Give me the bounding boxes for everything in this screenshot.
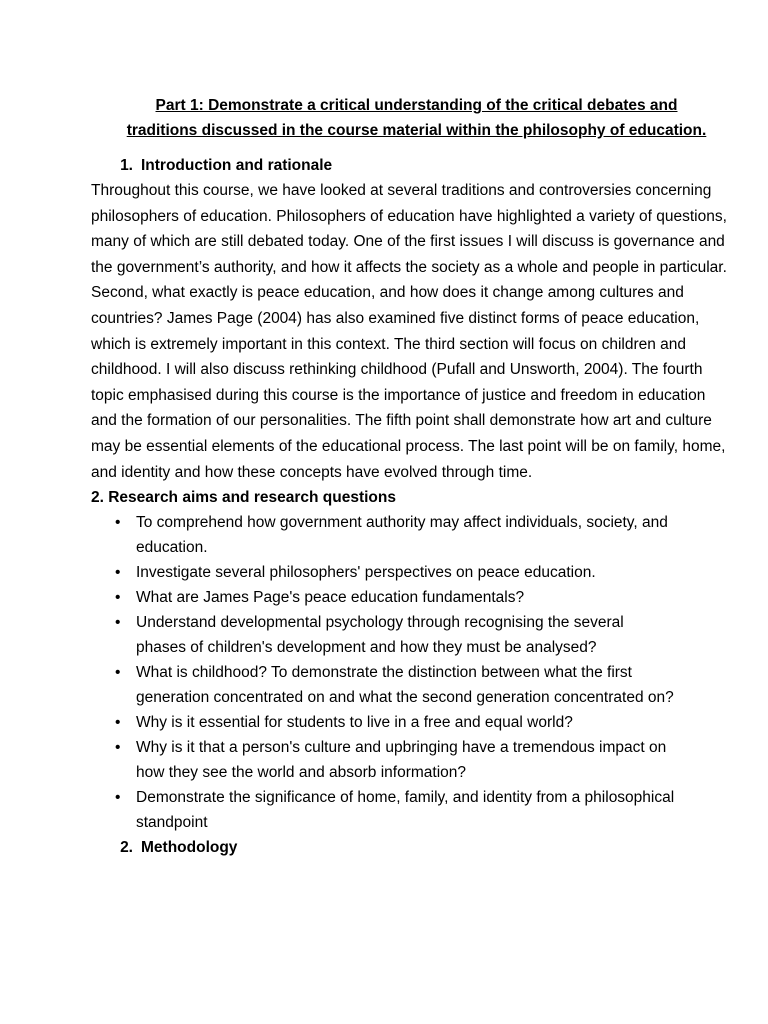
list-item: • What is childhood? To demonstrate the distinction between what the first generation concentrated on and what the second generation concentrated on? (115, 660, 676, 710)
section-1-heading (91, 153, 728, 178)
bullet-icon: • (115, 564, 121, 582)
section-1-paragraph: Throughout this course, we have looked at several traditions and controversies concerning philosophers of education. Philosophers of education have highlighted a variety of questions, many of which are still debated today. One of the first issues I will discuss is governance and the government’s authority, and how it affects the society as a whole and people in particular. Second, what exactly is peace education, and how does it change among cultures and countries? James Page (2004) has also examined five distinct forms of peace education, which is extremely important in this context. The third section will focus on children and childhood. I will also discuss rethinking childhood (Pufall and Unsworth, 2004). The fourth topic emphasised during this course is the importance of justice and freedom in education and the formation of our personalities. The fifth point shall demonstrate how art and culture may be essential elements of the educational process. The last point will be on family, home, and identity and how these concepts have evolved through time. (91, 182, 727, 481)
document-title (91, 93, 742, 143)
bullet-icon: • (115, 714, 121, 732)
bullet-icon: • (115, 514, 121, 532)
list-item: • What are James Page's peace education fundamentals? (115, 585, 676, 610)
bullet-icon: • (115, 739, 121, 757)
list-item: • To comprehend how government authority may affect individuals, society, and education. (115, 510, 676, 560)
bullet-icon: • (115, 789, 121, 807)
title-line-1: Part 1: Demonstrate a critical understanding of the critical debates and (155, 97, 678, 114)
section-3-heading (91, 835, 728, 860)
list-item: • Understand developmental psychology through recognising the several phases of children's development and how they must be analysed? (115, 610, 676, 660)
section-1-number: 1. (120, 157, 133, 174)
title-line-2: traditions discussed in the course material within the philosophy of education. (126, 122, 707, 139)
research-aims-list (91, 510, 728, 835)
section-3-title: Methodology (141, 839, 238, 857)
list-item: • Why is it that a person's culture and upbringing have a tremendous impact on how they see the world and absorb information? (115, 735, 676, 785)
bullet-icon: • (115, 589, 121, 607)
list-item: • Demonstrate the significance of home, family, and identity from a philosophical standpoint (115, 785, 676, 835)
bullet-icon: • (115, 664, 121, 682)
list-item: • Investigate several philosophers' perspectives on peace education. (115, 560, 676, 585)
list-item: • Why is it essential for students to live in a free and equal world? (115, 710, 676, 735)
section-3-number: 2. (120, 839, 133, 857)
section-2-heading: 2. Research aims and research questions (91, 489, 396, 507)
bullet-icon: • (115, 614, 121, 632)
section-1-title: Introduction and rationale (141, 157, 333, 174)
